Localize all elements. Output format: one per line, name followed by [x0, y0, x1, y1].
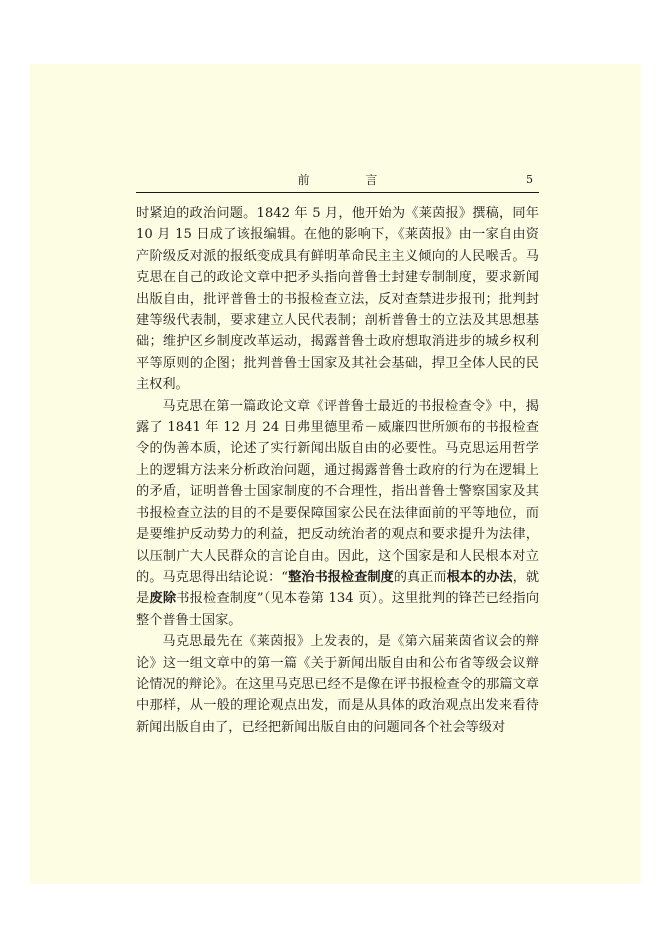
text-segment: 马克思在第一篇政论文章《评普鲁士最近的书报检查令》中，揭露了 1841 年 12 月 24 日弗里德里希－威廉四世所颁布的书报检查令的伪善本质，论述了实行新闻出版自由的必要性。马克思运用哲学上的逻辑方法来分析政治问题，通过揭露普鲁士政府的行为在逻辑上的矛盾，证明普鲁士国家制度的不合理性，指出普鲁士警察国家及其书报检查立法的目的不是要保障国家公民在法律面前的平等地位，而是要维护反动势力的利益，把反动统治者的观点和要求提升为法律，以压制广大人民群众的言论自由。因此，这个国家是和人民根本对立的。马克思得出结论说：“ [136, 398, 539, 585]
text-segment: 时紧迫的政治问题。1842 年 5 月，他开始为《莱茵报》撰稿，同年 10 月 15 日成了该报编辑。在他的影响下，《莱茵报》由一家自由资产阶级反对派的报纸变成具有鲜明革命民主主义倾向的人民喉舌。马克思在自己的政论文章中把矛头指向普鲁士封建专制制度，要求新闻出版自由，批评普鲁士的书报检查立法，反对查禁进步报刊；批判封建等级代表制，要求建立人民代表制；剖析普鲁士的立法及其思想基础；维护区乡制度改革运动，揭露普鲁士政府想取消进步的城乡权利平等原则的企图；批判普鲁士国家及其社会基础，捍卫全体人民的民主权利。 [136, 206, 539, 393]
paragraph [136, 396, 539, 631]
bold-text-segment: 整治书报检查制度 [288, 569, 394, 585]
bold-text-segment: 废除 [149, 591, 177, 607]
text-segment: 马克思最先在《莱茵报》上发表的，是《第六届莱茵省议会的辩论》这一组文章中的第一篇《关于新闻出版自由和公布省等级会议辩论情况的辩论》。在这里马克思已经不是像在评书报检查令的那篇文章中那样，从一般的理论观点出发，而是从具体的政治观点出发来看待新闻出版自由了，已经把新闻出版自由的问题同各个社会等级对 [136, 634, 539, 735]
body-text [136, 203, 539, 738]
bold-text-segment: 根本的办法 [446, 569, 513, 585]
header-title: 前 言 [297, 173, 404, 187]
running-header [136, 172, 539, 193]
paragraph [136, 631, 539, 738]
paragraph [136, 203, 539, 396]
text-segment: ，就是 [136, 569, 540, 607]
text-segment: 的真正而 [393, 569, 447, 585]
text-segment: 书报检查制度”（见本卷第 134 页）。这里批判的锋芒已经指向整个普鲁士国家。 [136, 591, 540, 628]
page-number: 5 [526, 173, 533, 186]
